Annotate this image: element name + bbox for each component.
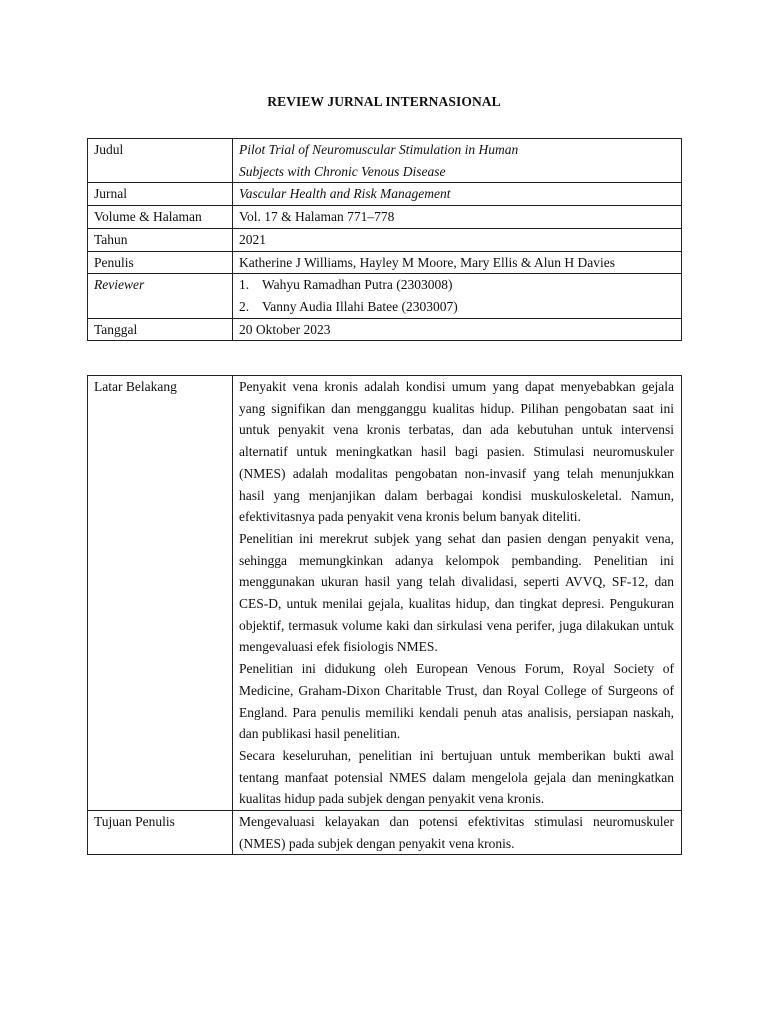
jurnal-label: Jurnal xyxy=(88,183,233,206)
volume-value: Vol. 17 & Halaman 771–778 xyxy=(233,206,682,229)
table-row xyxy=(88,228,682,251)
table-row xyxy=(88,139,682,183)
jurnal-value: Vascular Health and Risk Management xyxy=(233,183,682,206)
reviewer-value xyxy=(233,274,682,318)
list-item xyxy=(239,296,674,318)
paragraph: Penyakit vena kronis adalah kondisi umum yang dapat menyebabkan gejala yang signifikan dan mengganggu kualitas hidup. Pilihan pengobatan saat ini untuk penyakit vena kronis terbatas, dan ada kebutuhan untuk intervensi alternatif untuk meningkatkan hasil bagi pasien. Stimulasi neuromuskuler (NMES) adalah modalitas pengobatan non-invasif yang telah menunjukkan hasil yang menjanjikan dalam berbagai kondisi muskuloskeletal. Namun, efektivitasnya pada penyakit vena kronis belum banyak diteliti. xyxy=(239,379,674,525)
document-title: REVIEW JURNAL INTERNASIONAL xyxy=(267,94,501,109)
judul-value-line1: Pilot Trial of Neuromuscular Stimulation in Human xyxy=(239,142,519,157)
reviewer-number: 2. xyxy=(239,298,250,314)
paragraph: Secara keseluruhan, penelitian ini bertujuan untuk memberikan bukti awal tentang manfaat potensial NMES dalam mengelola gejala dan meningkatkan kualitas hidup pada subjek dengan penyakit vena kronis. xyxy=(239,747,674,807)
reviewer-name: Wahyu Ramadhan Putra (2303008) xyxy=(262,277,453,293)
latar-belakang-label: Latar Belakang xyxy=(88,376,233,811)
paragraph: Penelitian ini didukung oleh European Venous Forum, Royal Society of Medicine, Graham-Dixon Charitable Trust, dan Royal College of Surgeons of England. Para penulis memiliki kendali penuh atas analisis, persiapan naskah, dan publikasi hasil penelitian. xyxy=(239,661,674,742)
metadata-table xyxy=(87,138,682,341)
table-row xyxy=(88,183,682,206)
table-row xyxy=(88,206,682,229)
paragraph: Penelitian ini merekrut subjek yang sehat dan pasien dengan penyakit vena, sehingga memungkinkan adanya kelompok pembanding. Penelitian ini menggunakan ukuran hasil yang telah divalidasi, seperti AVVQ, SF-12, dan CES-D, untuk menilai gejala, kualitas hidup, dan tingkat depresi. Pengukuran objektif, termasuk volume kaki dan sirkulasi vena perifer, juga dilakukan untuk mengevaluasi efek fisiologis NMES. xyxy=(239,530,674,655)
table-row xyxy=(88,811,682,855)
tujuan-penulis-value xyxy=(233,811,682,855)
penulis-value: Katherine J Williams, Hayley M Moore, Mary Ellis & Alun H Davies xyxy=(233,251,682,274)
table-row xyxy=(88,251,682,274)
reviewer-label: Reviewer xyxy=(88,274,233,318)
volume-label: Volume & Halaman xyxy=(88,206,233,229)
table-row xyxy=(88,318,682,341)
tahun-label: Tahun xyxy=(88,228,233,251)
judul-label: Judul xyxy=(88,139,233,183)
review-table xyxy=(87,375,682,855)
latar-belakang-value xyxy=(233,376,682,811)
reviewer-list xyxy=(239,274,674,317)
penulis-label: Penulis xyxy=(88,251,233,274)
tanggal-label: Tanggal xyxy=(88,318,233,341)
tanggal-value: 20 Oktober 2023 xyxy=(233,318,682,341)
judul-value xyxy=(233,139,682,183)
reviewer-name: Vanny Audia Illahi Batee (2303007) xyxy=(262,298,458,314)
table-row xyxy=(88,274,682,318)
reviewer-number: 1. xyxy=(239,277,250,293)
table-row xyxy=(88,376,682,811)
list-item xyxy=(239,274,674,296)
tahun-value: 2021 xyxy=(233,228,682,251)
paragraph: Mengevaluasi kelayakan dan potensi efektivitas stimulasi neuromuskuler (NMES) pada subjek dengan penyakit vena kronis. xyxy=(239,814,674,851)
judul-value-line2: Subjects with Chronic Venous Disease xyxy=(239,163,446,179)
tujuan-penulis-label: Tujuan Penulis xyxy=(88,811,233,855)
